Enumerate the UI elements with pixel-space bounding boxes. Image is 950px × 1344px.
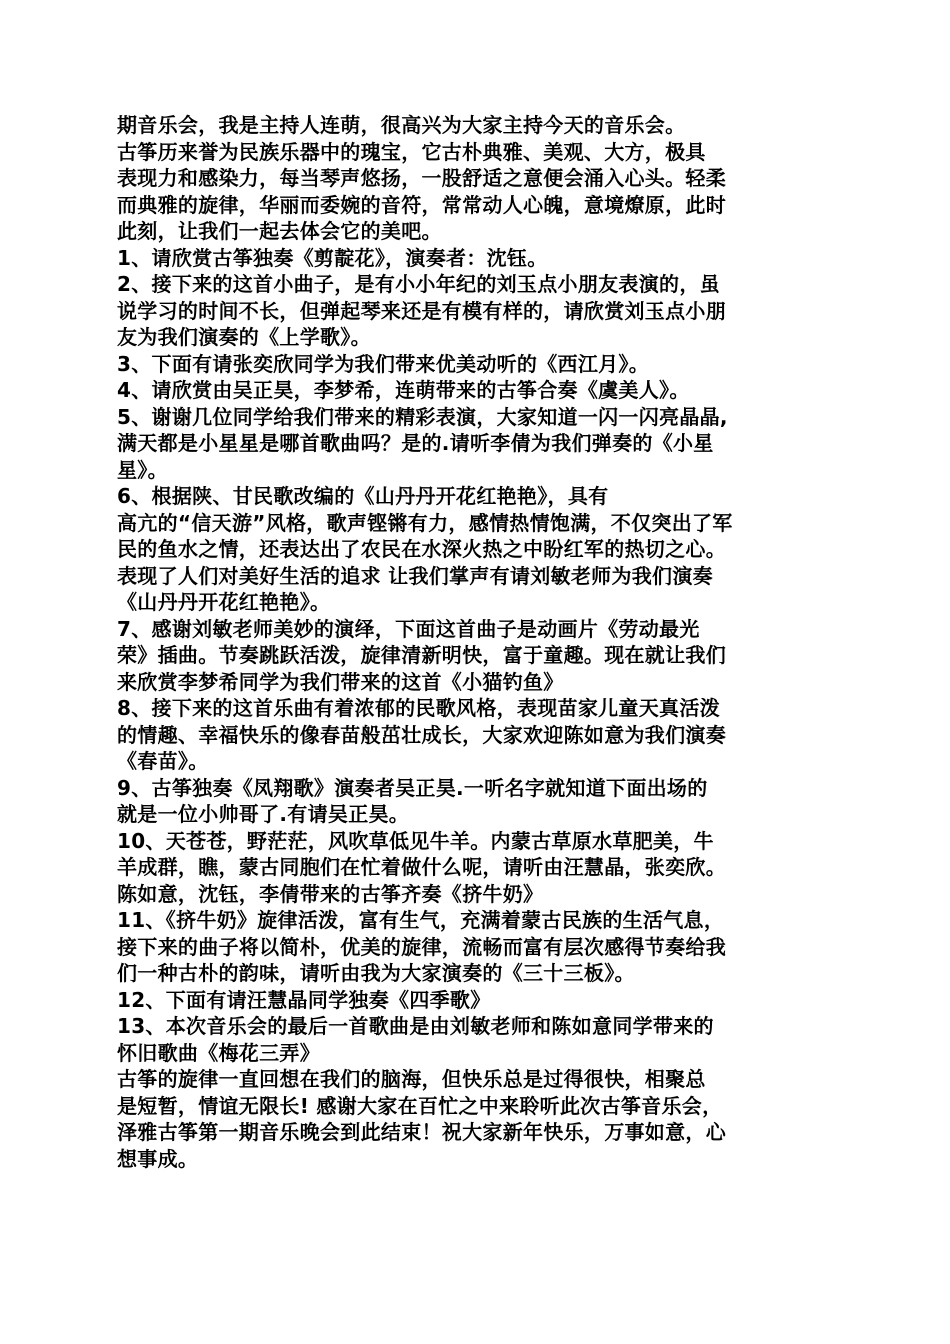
- text-line: 《山丹丹开花红艳艳》。: [117, 590, 331, 614]
- text-line: 羊成群，瞧，蒙古同胞们在忙着做什么呢，请听由汪慧晶，张奕欣。: [117, 855, 726, 879]
- text-line: 就是一位小帅哥了.有请吴正昊。: [117, 802, 410, 826]
- text-line: 10、天苍苍，野茫茫，风吹草低见牛羊。内蒙古草原水草肥美，牛: [117, 828, 714, 853]
- text-line: 想事成。: [117, 1146, 199, 1171]
- text-line: 1、请欣赏古筝独奏《剪靛花》，演奏者：沈钰。: [117, 245, 548, 270]
- text-line: 13、本次音乐会的最后一首歌曲是由刘敏老师和陈如意同学带来的: [117, 1014, 714, 1038]
- text-line: 怀旧歌曲《梅花三弄》: [117, 1040, 320, 1065]
- text-line: 的情趣、幸福快乐的像春苗般茁壮成长，大家欢迎陈如意为我们演奏: [117, 722, 726, 747]
- text-line: 友为我们演奏的《上学歌》。: [117, 325, 371, 349]
- text-line: 3、下面有请张奕欣同学为我们带来优美动听的《西江月》。: [117, 351, 650, 376]
- text-line: 高亢的“信天游”风格，歌声铿锵有力，感情热情饱满，不仅突出了军: [117, 510, 733, 535]
- text-line: 4、请欣赏由吴正昊，李梦希，连萌带来的古筝合奏《虞美人》。: [117, 378, 690, 402]
- text-line: 《春苗》。: [117, 749, 209, 773]
- text-line: 8、接下来的这首乐曲有着浓郁的民歌风格，表现苗家儿童天真活泼: [117, 696, 720, 720]
- text-line: 表现了人们对美好生活的追求 让我们掌声有请刘敏老师为我们演奏: [117, 563, 713, 588]
- text-line: 接下来的曲子将以简朴，优美的旋律，流畅而富有层次感得节奏给我: [117, 934, 726, 959]
- text-line: 古筝的旋律一直回想在我们的脑海，但快乐总是过得很快，相聚总: [117, 1067, 706, 1091]
- document-body: [117, 112, 839, 1172]
- text-line: 此刻，让我们一起去体会它的美吧。: [117, 219, 442, 243]
- text-line: 陈如意，沈钰，李倩带来的古筝齐奏《挤牛奶》: [117, 881, 544, 906]
- text-line: 5、谢谢几位同学给我们带来的精彩表演，大家知道一闪一闪亮晶晶,: [117, 404, 728, 429]
- text-line: 11、《挤牛奶》旋律活泼，富有生气，充满着蒙古民族的生活气息，: [117, 908, 725, 932]
- text-line: 荣》插曲。节奏跳跃活泼，旋律清新明快，富于童趣。现在就让我们: [117, 643, 726, 667]
- text-line: 满天都是小星星是哪首歌曲吗？是的.请听李倩为我们弹奏的《小星: [117, 431, 714, 455]
- text-line: 7、感谢刘敏老师美妙的演绎，下面这首曲子是动画片《劳动最光: [117, 616, 700, 641]
- text-line: 古筝历来誉为民族乐器中的瑰宝，它古朴典雅、美观、大方，极具: [117, 139, 706, 164]
- text-line: 表现力和感染力，每当琴声悠扬，一股舒适之意便会涌入心头。轻柔: [117, 166, 726, 190]
- text-line: 星》。: [117, 457, 168, 482]
- text-line: 泽雅古筝第一期音乐晚会到此结束！祝大家新年快乐，万事如意，心: [117, 1120, 726, 1144]
- text-line: 们一种古朴的韵味，请听由我为大家演奏的《三十三板》。: [117, 961, 635, 985]
- text-line: 2、接下来的这首小曲子，是有小小年纪的刘玉点小朋友表演的，虽: [117, 272, 720, 296]
- text-line: 12、下面有请汪慧晶同学独奏《四季歌》: [117, 987, 491, 1012]
- text-line: 期音乐会，我是主持人连萌，很高兴为大家主持今天的音乐会。: [117, 113, 686, 137]
- text-line: 9、古筝独奏《凤翔歌》演奏者吴正昊.一听名字就知道下面出场的: [117, 775, 708, 800]
- text-line: 6、根据陕、甘民歌改编的《山丹丹开花红艳艳》，具有: [117, 484, 609, 508]
- text-line: 民的鱼水之情，还表达出了农民在水深火热之中盼红军的热切之心。: [117, 537, 726, 561]
- text-line: 说学习的时间不长，但弹起琴来还是有模有样的，请欣赏刘玉点小朋: [117, 298, 726, 323]
- text-line: 是短暂，情谊无限长! 感谢大家在百忙之中来聆听此次古筝音乐会，: [117, 1093, 723, 1118]
- text-line: 来欣赏李梦希同学为我们带来的这首《小猫钓鱼》: [117, 669, 564, 694]
- text-line: 而典雅的旋律，华丽而委婉的音符，常常动人心魄，意境燎原，此时: [117, 192, 726, 217]
